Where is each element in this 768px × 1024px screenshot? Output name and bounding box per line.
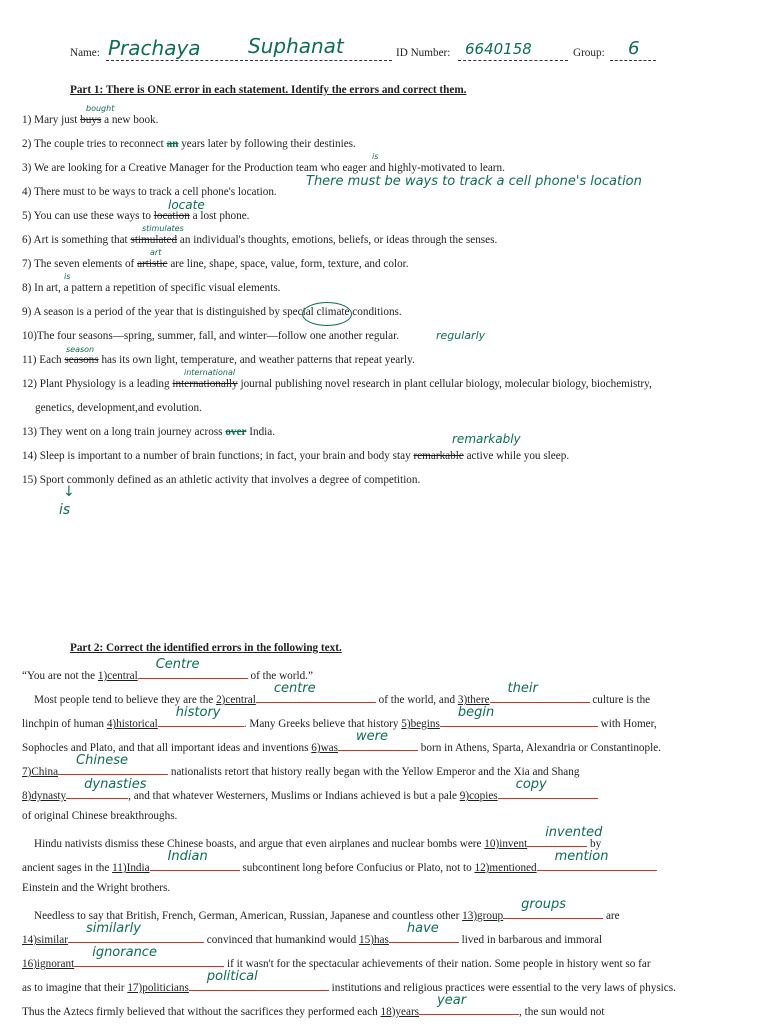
paragraph-text: Sophocles and Plato, and that all important ideas and inventions: [22, 742, 312, 754]
handwritten-answer: copy: [515, 777, 547, 792]
error-word: stimulated: [130, 234, 178, 246]
statement-14: 14) Sleep is important to a number of brain functions; in fact, your brain and body stay remarkable active while you sleep.: [22, 450, 570, 462]
answer-blank[interactable]: [338, 729, 418, 751]
error-label: 9)copies: [459, 790, 498, 802]
answer-blank[interactable]: [74, 945, 224, 967]
error-word: buys: [80, 114, 102, 126]
statement-7: 7) The seven elements of artistic are line, shape, space, value, form, texture, and color.: [22, 258, 409, 270]
handwritten-first-name: Prachaya: [108, 36, 201, 60]
statement-4: 4) There must to be ways to track a cell phone's location.: [22, 186, 277, 198]
answer-blank[interactable]: [503, 897, 603, 919]
group-label: Group:: [573, 47, 605, 59]
paragraph-text: lived in barbarous and immoral: [458, 934, 603, 946]
handwritten-group: 6: [628, 38, 640, 59]
error-label: 12)mentioned: [474, 862, 537, 874]
answer-blank[interactable]: [389, 921, 459, 943]
statement-8: 8) In art, a pattern a repetition of specific visual elements.: [22, 282, 281, 294]
correction-6: stimulates: [142, 224, 184, 233]
error-label: 3)there: [457, 694, 490, 706]
paragraph-line: [22, 729, 661, 754]
paragraph-line: [22, 969, 676, 994]
correction-14: remarkably: [452, 432, 521, 446]
handwritten-answer: invented: [545, 825, 603, 840]
paragraph-line: [22, 882, 170, 894]
paragraph-text: institutions and religious practices were essential to the very laws of physics.: [328, 982, 676, 994]
statement-5: 5) You can use these ways to location a lost phone.: [22, 210, 250, 222]
paragraph-text: Thus the Aztecs firmly believed that without the sacrifices they performed each: [22, 1006, 381, 1018]
paragraph-text: of the world.”: [247, 670, 313, 682]
statement-11: 11) Each seasons has its own light, temperature, and weather patterns that repeat yearly.: [22, 354, 415, 366]
paragraph-text: by: [587, 838, 602, 850]
handwritten-answer: their: [507, 681, 538, 696]
error-label: 4)historical: [106, 718, 158, 730]
paragraph-text: Needless to say that British, French, German, American, Russian, Japanese and countless other: [34, 910, 463, 922]
statement-2: 2) The couple tries to reconnect an years later by following their destinies.: [22, 138, 356, 150]
statement-9: 9) A season is a period of the year that is distinguished by special climate conditions.: [22, 306, 402, 318]
circled-error-9: [302, 302, 352, 326]
error-word: artistic: [137, 258, 168, 270]
answer-blank[interactable]: [189, 969, 329, 991]
error-label: 7)China: [22, 766, 59, 778]
answer-blank[interactable]: [419, 993, 519, 1015]
handwritten-answer: groups: [521, 897, 566, 912]
paragraph-line: [22, 705, 657, 730]
handwritten-answer: centre: [273, 681, 316, 696]
paragraph-text: nationalists retort that history really began with the Yellow Emperor and the Xia and Shang: [168, 766, 580, 778]
handwritten-answer: mention: [554, 849, 609, 864]
error-word: special: [282, 306, 314, 318]
part2-title: Part 2: Correct the identified errors in the following text.: [70, 642, 342, 654]
paragraph-text: Hindu nativists dismiss these Chinese boasts, and argue that even airplanes and nuclear bombs were: [34, 838, 485, 850]
paragraph-text: convinced that humankind would: [204, 934, 360, 946]
correction-11: season: [66, 345, 95, 354]
statement-12: 12) Plant Physiology is a leading internationally journal publishing novel research in plant cellular biology, molecular biology, biochemistry,: [22, 378, 652, 390]
paragraph-text: are: [603, 910, 620, 922]
paragraph-line: [22, 921, 603, 946]
error-label: 16)ignorant: [22, 958, 75, 970]
answer-blank[interactable]: [138, 657, 248, 679]
handwritten-answer: have: [406, 921, 439, 936]
part1-title: Part 1: There is ONE error in each statement. Identify the errors and correct them.: [70, 84, 467, 96]
error-label: 8)dynasty: [22, 790, 67, 802]
correction-5: locate: [168, 198, 205, 212]
correction-8: is: [64, 272, 71, 281]
name-label: Name:: [70, 47, 100, 59]
paragraph-text: born in Athens, Sparta, Alexandria or Constantinople.: [418, 742, 661, 754]
error-label: 15)has: [359, 934, 389, 946]
paragraph-text: . Many Greeks believe that history: [243, 718, 402, 730]
paragraph-text: with Homer,: [597, 718, 657, 730]
paragraph-line: [22, 777, 598, 802]
error-word: remarkable: [413, 450, 464, 462]
paragraph-text: “You are not the: [22, 670, 98, 682]
id-label: ID Number:: [396, 47, 451, 59]
error-label: 13)group: [462, 910, 504, 922]
answer-blank[interactable]: [256, 681, 376, 703]
answer-blank[interactable]: [537, 849, 657, 871]
handwritten-answer: Centre: [155, 657, 200, 672]
error-label: 2)central: [216, 694, 256, 706]
answer-blank[interactable]: [150, 849, 240, 871]
error-label: 17)politicians: [127, 982, 189, 994]
paragraph-text: , and that whatever Westerners, Muslims or Indians achieved is but a pale: [128, 790, 460, 802]
correction-15: is: [59, 502, 71, 518]
correction-12: international: [184, 368, 236, 377]
student-header: [70, 34, 750, 68]
answer-blank[interactable]: [498, 777, 598, 799]
paragraph-text: culture is the: [589, 694, 651, 706]
error-label: 6)was: [311, 742, 338, 754]
group-blank: [610, 60, 656, 61]
paragraph-text: of original Chinese breakthroughs.: [22, 810, 178, 822]
paragraph-text: ancient sages in the: [22, 862, 113, 874]
handwritten-last-name: Suphanat: [248, 34, 344, 58]
paragraph-line: [34, 825, 603, 850]
paragraph-line: [22, 810, 177, 822]
statement-15: 15) Sport commonly defined as an athletic activity that involves a degree of competition.: [22, 474, 421, 486]
statement-10: 10)The four seasons—spring, summer, fall, and winter—follow one another regular.: [22, 330, 400, 342]
correction-1: bought: [86, 104, 115, 113]
error-word: an: [166, 138, 179, 150]
statement-1: 1) Mary just buys a new book.: [22, 114, 159, 126]
answer-blank[interactable]: [66, 777, 147, 799]
answer-blank[interactable]: [68, 921, 204, 943]
answer-blank[interactable]: [158, 705, 244, 727]
name-blank: [106, 60, 392, 61]
paragraph-line: [34, 897, 620, 922]
error-label: 14)similar: [22, 934, 68, 946]
statement-12-cont: genetics, development,and evolution.: [35, 402, 202, 414]
handwritten-answer: dynasties: [84, 777, 147, 792]
handwritten-answer: ignorance: [92, 945, 157, 960]
paragraph-text: of the world, and: [375, 694, 458, 706]
statement-6: 6) Art is something that stimulated an individual's thoughts, emotions, beliefs, or ideas through the senses.: [22, 234, 498, 246]
handwritten-answer: were: [356, 729, 388, 744]
paragraph-line: [22, 657, 313, 682]
paragraph-text: Most people tend to believe they are the: [34, 694, 217, 706]
error-word: location: [153, 210, 190, 222]
paragraph-line: [22, 993, 605, 1018]
error-word: internationally: [172, 378, 238, 390]
handwritten-answer: Indian: [167, 849, 208, 864]
answer-blank[interactable]: [58, 753, 168, 775]
paragraph-line: [22, 849, 657, 874]
paragraph-text: subcontinent long before Confucius or Plato, not to: [239, 862, 475, 874]
paragraph-text: Einstein and the Wright brothers.: [22, 882, 171, 894]
error-label: 11)India: [112, 862, 150, 874]
paragraph-text: as to imagine that their: [22, 982, 128, 994]
error-word: seasons: [64, 354, 99, 366]
paragraph-text: , the sun would not: [519, 1006, 605, 1018]
error-label: 18)years: [380, 1006, 420, 1018]
statement-13: 13) They went on a long train journey across over India.: [22, 426, 276, 438]
correction-3: is: [372, 152, 379, 161]
paragraph-text: if it wasn't for the spectacular achievements of their nation. Some people in history went so far: [224, 958, 651, 970]
insert-arrow-icon: ↓: [63, 484, 75, 500]
paragraph-line: [22, 945, 651, 970]
paragraph-line: [22, 753, 580, 778]
answer-blank[interactable]: [440, 705, 598, 727]
correction-7: art: [150, 248, 162, 257]
handwritten-answer: begin: [457, 705, 495, 720]
error-label: 5)begins: [401, 718, 440, 730]
answer-blank[interactable]: [490, 681, 590, 703]
handwritten-answer: Chinese: [76, 753, 128, 768]
statement-3: 3) We are looking for a Creative Manager for the Production team who eager and highly-motivated to learn.: [22, 162, 505, 174]
error-label: 10)invent: [484, 838, 528, 850]
error-label: 1)central: [97, 670, 138, 682]
paragraph-line: [34, 681, 651, 706]
error-word: over: [225, 426, 247, 438]
paragraph-text: linchpin of human: [22, 718, 107, 730]
handwritten-id: 6640158: [465, 40, 532, 58]
handwritten-answer: history: [175, 705, 221, 720]
handwritten-answer: year: [437, 993, 467, 1008]
handwritten-answer: political: [206, 969, 258, 984]
handwritten-answer: similarly: [86, 921, 141, 936]
correction-4: There must be ways to track a cell phone's location: [306, 174, 642, 189]
id-blank: [458, 60, 568, 61]
correction-10: regularly: [436, 329, 486, 342]
